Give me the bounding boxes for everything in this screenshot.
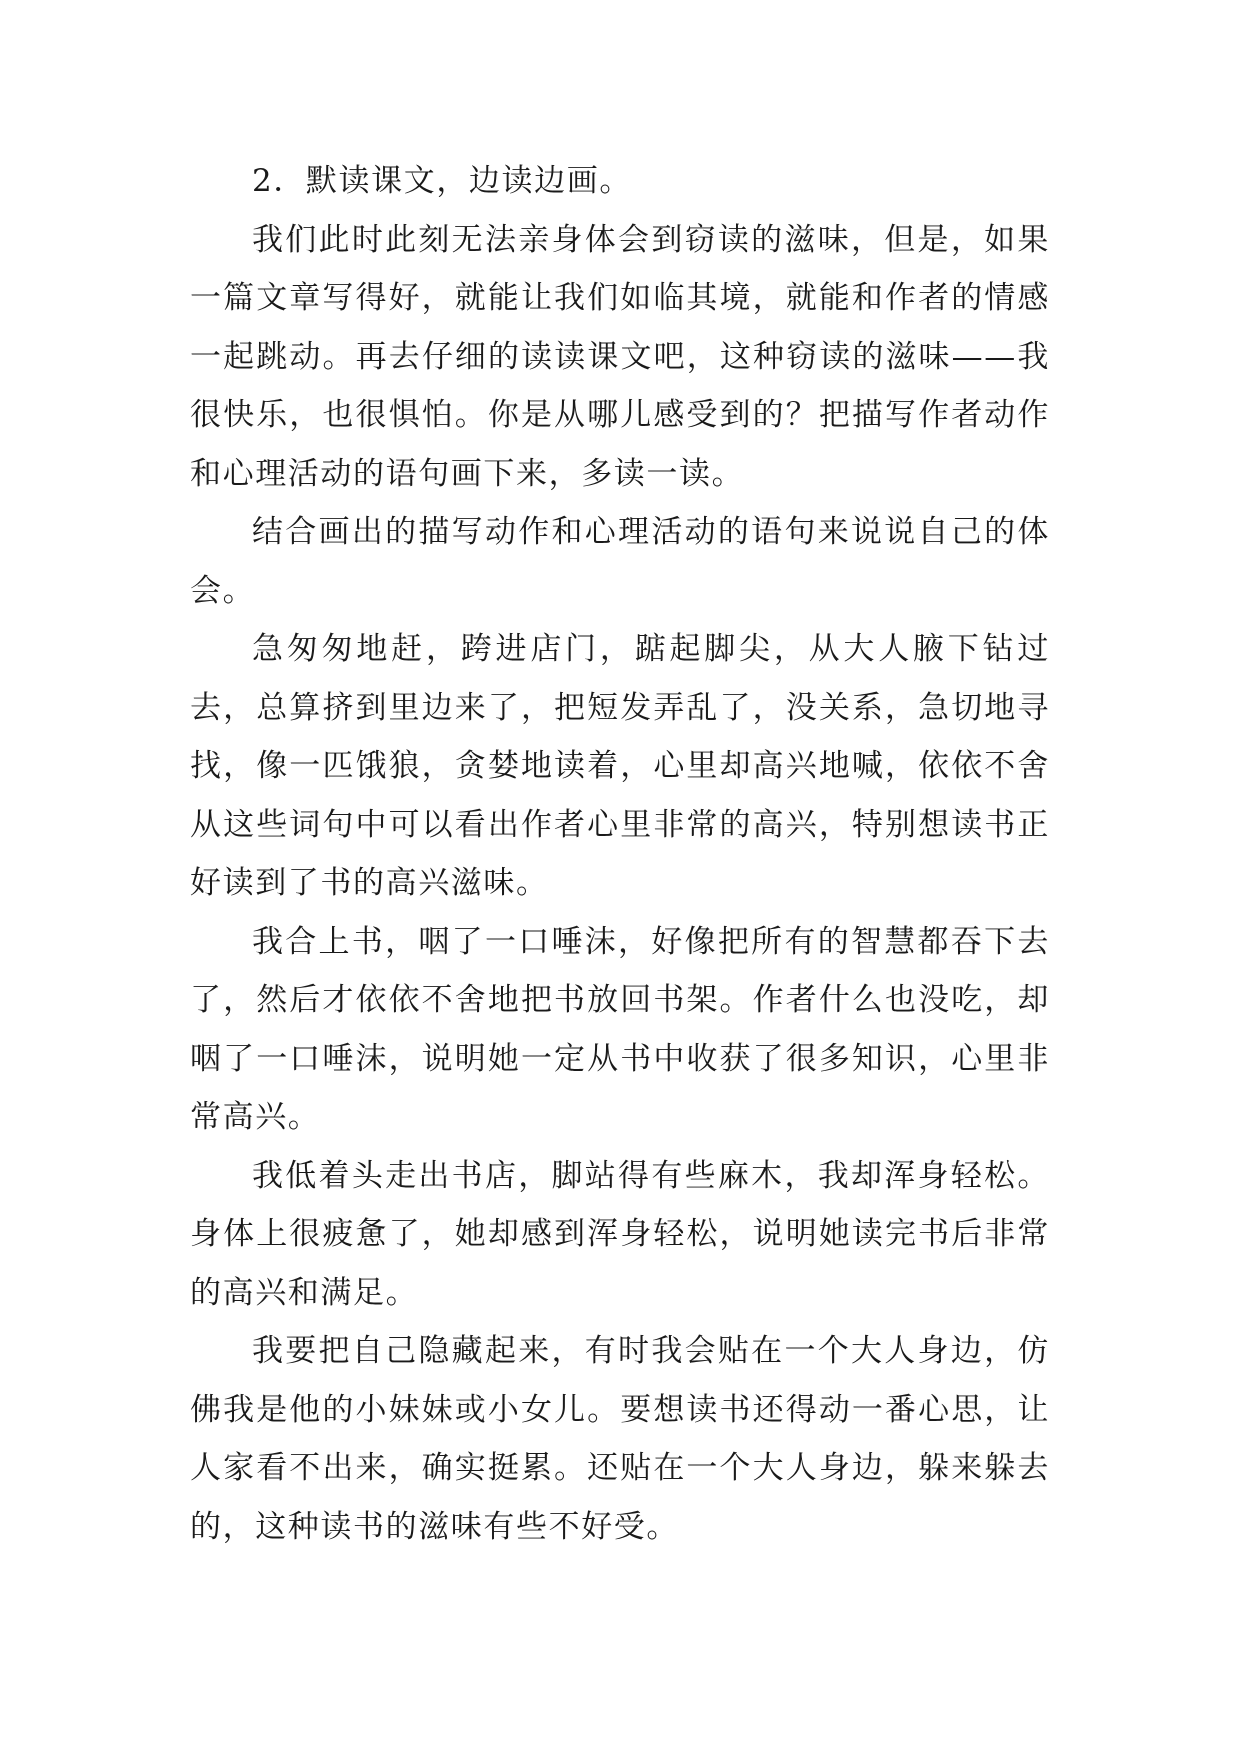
- paragraph-intro: 我们此时此刻无法亲身体会到窃读的滋味，但是，如果一篇文章写得好，就能让我们如临其境，就能和作者的情感一起跳动。再去仔细的读读课文吧，这种窃读的滋味——我很快乐，也很惧怕。你是从哪儿感受到的？把描写作者动作和心理活动的语句画下来，多读一读。: [190, 221, 1050, 492]
- paragraph-prompt: 结合画出的描写动作和心理活动的语句来说说自己的体会。: [190, 514, 1050, 609]
- paragraph-example-2: 我合上书，咽了一口唾沫，好像把所有的智慧都吞下去了，然后才依依不舍地把书放回书架。作者什么也没吃，却咽了一口唾沫，说明她一定从书中收获了很多知识，心里非常高兴。: [190, 923, 1050, 1135]
- paragraph-example-3: 我低着头走出书店，脚站得有些麻木，我却浑身轻松。身体上很疲惫了，她却感到浑身轻松，说明她读完书后非常的高兴和满足。: [190, 1157, 1050, 1311]
- document-page: [190, 152, 1050, 1556]
- task-heading: 2．默读课文，边读边画。: [252, 163, 632, 199]
- paragraph-example-4: 我要把自己隐藏起来，有时我会贴在一个大人身边，仿佛我是他的小妹妹或小女儿。要想读书还得动一番心思，让人家看不出来，确实挺累。还贴在一个大人身边，躲来躲去的，这种读书的滋味有些不好受。: [190, 1333, 1050, 1545]
- paragraph-example-1: 急匆匆地赶，跨进店门，踮起脚尖，从大人腋下钻过去，总算挤到里边来了，把短发弄乱了，没关系，急切地寻找，像一匹饿狼，贪婪地读着，心里却高兴地喊，依依不舍从这些词句中可以看出作者心里非常的高兴，特别想读书正好读到了书的高兴滋味。: [190, 631, 1050, 901]
